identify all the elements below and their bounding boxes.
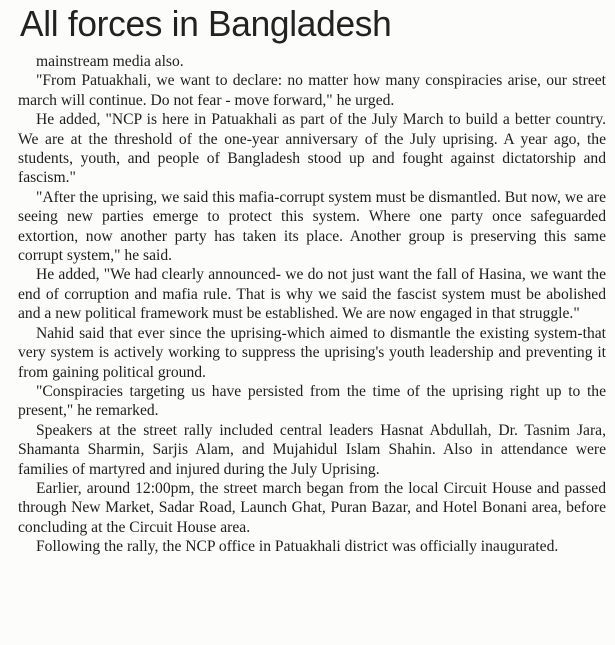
paragraph-7: "Conspiracies targeting us have persisted from the time of the uprising right up to the present," he remarked. <box>18 382 606 420</box>
paragraph-8: Speakers at the street rally included central leaders Hasnat Abdullah, Dr. Tasnim Jara, Shamanta Sharmin, Sarjis Alam, and Mujahidul Islam Shahin. Also in attendance were families of martyred and injured during the July Uprising. <box>18 421 606 478</box>
paragraph-2: "From Patuakhali, we want to declare: no matter how many conspiracies arise, our street march will continue. Do not fear - move forward," he urged. <box>18 72 606 109</box>
paragraph-1: mainstream media also. <box>36 53 184 70</box>
paragraph-10: Following the rally, the NCP office in Patuakhali district was officially inaugurated. <box>36 538 559 556</box>
paragraph-5: He added, "We had clearly announced- we do not just want the fall of Hasina, we want the end of corruption and mafia rule. That is why we said the fascist system must be abolished and a new political framework must be established. We are now engaged in that struggle." <box>18 266 606 323</box>
paragraph-3: He added, "NCP is here in Patuakhali as part of the July March to build a better country. We are at the threshold of the one-year anniversary of the July uprising. A year ago, the students, youth, and people of Bangladesh stood up and fought against dictatorship and fascism." <box>18 111 606 187</box>
paragraph-6: Nahid said that ever since the uprising-which aimed to dismantle the existing system-that very system is actively working to suppress the uprising's youth leadership and preventing it from gaining political ground. <box>18 324 606 381</box>
paragraph-9: Earlier, around 12:00pm, the street march began from the local Circuit House and passed through New Market, Sadar Road, Launch Ghat, Puran Bazar, and Hotel Bonani area, before concluding at the Circuit House area. <box>18 479 606 536</box>
paragraph-4: "After the uprising, we said this mafia-corrupt system must be dismantled. But now, we are seeing new parties emerge to protect this system. Where one party once safeguarded extortion, now another party has taken its place. Another group is preserving this same corrupt system," he said. <box>18 188 606 265</box>
article-body <box>18 52 606 557</box>
headline: All forces in Bangladesh <box>20 3 392 44</box>
